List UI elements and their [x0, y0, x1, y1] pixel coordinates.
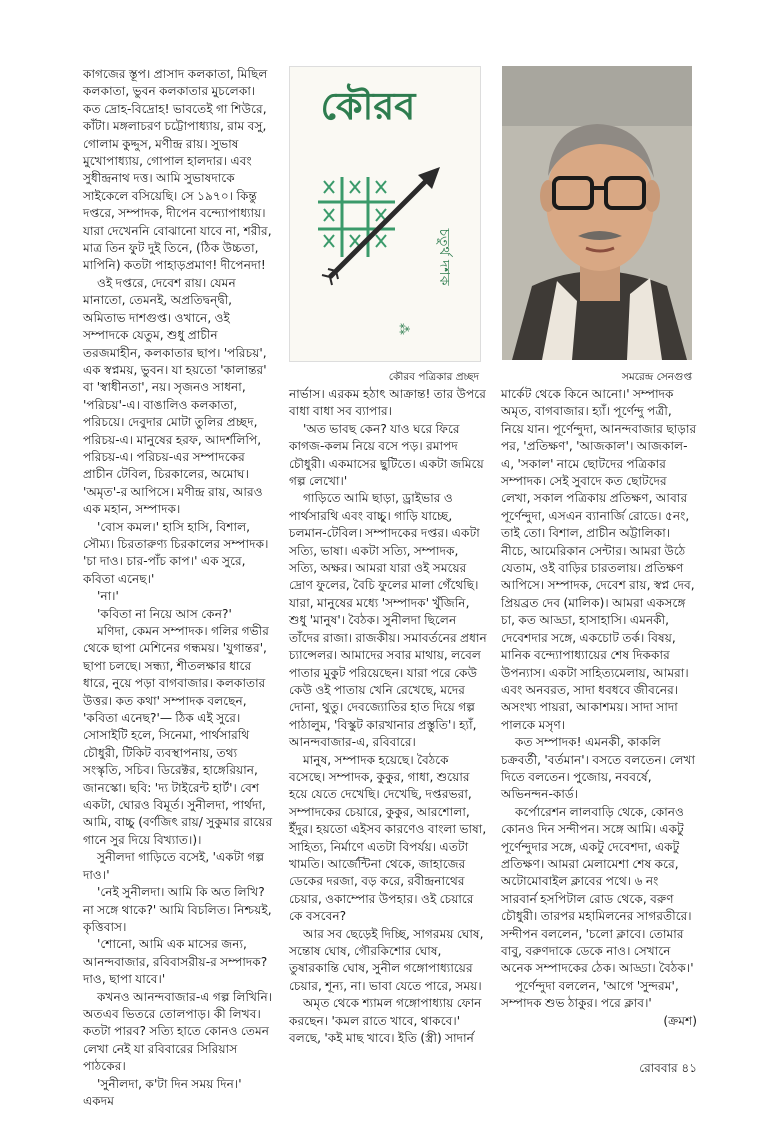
paragraph: কাগজের স্তূপ। প্রাসাদ কলকাতা, মিছিল কলকাতা, ভুবন কলকাতার মুচলেকা। কত দ্রোহ-বিদ্রোহ! ভাবতেই গা শিউরে, কাঁটা। মঙ্গলাচরণ চট্টোপাধ্যায়, রাম বসু, গোলাম কুদ্দুস, মণীন্দ্র রায়। সুভাষ মুখোপাধ্যায়, গোপাল হালদার। এবং সুধীন্দ্রনাথ দত্ত। আমি সুভাষদাকে সাইকেলে বসিয়েছি। সে ১৯৭০। কিন্তু দপ্তরে, সম্পাদক, দীপেন বন্দ্যোপাধ্যায়। যারা দেখেননি বোঝানো যাবে না, শরীর, মাত্র তিন ফুট দুই তিনে, (ঠিক উচ্চতা, মাপিনি) কতটা পাহাড়প্রমাণ! দীপেনদা!: [83, 67, 272, 273]
paragraph: অমৃত থেকে শ্যামল গঙ্গোপাধ্যায় ফোন করছেন। 'কমল রাতে খাবে, থাকবে।' বলছে, 'কই মাছ খাবে। ইতি (স্ত্রী) সাদার্ন: [289, 996, 482, 1046]
paragraph: নার্ভাস। এরকম হঠাৎ আক্রান্ত! তার উপরে বাধা বাধা সব ব্যাপার।: [289, 387, 486, 419]
paragraph: 'সুনীলদা, ক'টা দিন সময় দিন।' একদম: [83, 1076, 242, 1108]
cross-marks: [324, 181, 386, 247]
cover-illustration: [290, 67, 480, 361]
paragraph: সুনীলদা গাড়িতে বসেই, 'একটা গল্প দাও।': [83, 850, 265, 882]
article-column-2: [289, 386, 487, 1047]
portrait-caption: সমরেন্দ্র সেনগুপ্ত: [622, 371, 692, 383]
paragraph: কর্পোরেশন লালবাড়ি থেকে, কোনও কোনও দিন সন্দীপন। সঙ্গে আমি। একটু পূর্ণেন্দুদার সঙ্গে, একটু দেবেশদা, একটু প্রতিক্ষণ। আমরা মেলামেশা শেষ করে, অটোমোবাইল ক্লাবের পথে। ৬ নং সারবার্ন হসপিটাল রোড থেকে, বরুণ চৌধুরী। তারপর মহামিলনের সাগরতীরে। সন্দীপন বললেন, 'চলো ক্লাবে। তোমার বাবু, বরুণদাকে ডেকে নাও। সেখানে অনেক সম্পাদকের ঠেক। আড্ডা। বৈঠক।': [501, 804, 694, 976]
portrait-photo: [502, 66, 692, 360]
paragraph: 'শোনো, আমি এক মাসের জন্য, আনন্দবাজার, রবিবাসরীয়-র সম্পাদক? দাও, ছাপা যাবে।': [83, 937, 268, 987]
cover-caption: কৌরব পত্রিকার প্রচ্ছদ: [388, 371, 479, 383]
portrait-illustration: [502, 66, 692, 360]
paragraph: মণিদা, কেমন সম্পাদক। গলির গভীর থেকে ছাপা মেশিনের গন্ধময়। 'যুগান্তর', ছাপা চলছে। সন্ধ্যা, শীতলক্ষার ধারে ধারে, নুয়ে পড়া বাগবাজার। কলকাতার উত্তর। কত কথা' সম্পাদক বলছেন, 'কবিতা এনেছ?'— ঠিক এই সুরে। সোসাইটি হলে, সিনেমা, পার্থসারথি চৌধুরী, টিকিট ব্যবস্থাপনায়, তথ্য সংস্কৃতি, সচিব। ডিরেক্টর, হাঙ্গেরিয়ান, জানস্কো। ছবি: 'দ্য টাইরেন্ট হার্ট'। বেশ একটা, ঘোরও বিমূর্ত। সুনীলদা, পার্থদা, আমি, বাচ্চু (বর্ণজিৎ রায়/ সুকুমার রায়ের গানে সুর দিয়ে বিখ্যাত।)।: [83, 624, 273, 847]
arrow-icon: [322, 167, 440, 285]
paragraph: 'না।': [97, 589, 119, 604]
paragraph: কখনও আনন্দবাজার-এ গল্প লিখিনি। অতএব ভিতরে তোলপাড়। কী লিখব। কতটা পারব? সত্যি হাতে কোনও তেমন লেখা নেই যা রবিবারের সিরিয়াস পাঠকের।: [83, 989, 273, 1074]
magazine-cover-image: [289, 66, 481, 362]
paragraph: আর সব ছেড়েই দিচ্ছি, সাগরময় ঘোষ, সন্তোষ ঘোষ, গৌরকিশোর ঘোষ, তুষারকান্তি ঘোষ, সুনীল গঙ্গোপাধ্যায়ের চেয়ার, শূন্য, না। ভাবা যেতে পারে, সময়।: [289, 926, 484, 993]
paragraph: কত সম্পাদক! এমনকী, কাকলি চক্রবর্তী, 'বর্তমান'। বসতে বলতেন। লেখা দিতে বলতেন। পুজোয়, নববর্ষে, অভিনন্দন-কার্ড।: [501, 735, 696, 802]
paragraph: ওই দপ্তরে, দেবেশ রায়। যেমন মানাতো, তেমনই, অপ্রতিদ্বন্দ্বী, অমিতাভ দাশগুপ্ত। ওখানে, ওই সম্পাদকে যেতুম, শুধু প্রাচীন তরজমাহীন, কলকাতার ছাপ। 'পরিচয়', এক স্বপ্নময়, ভুবন। যা হয়তো 'কালান্তর' বা 'স্বাধীনতা', নয়। সৃজনও সাধনা, 'পরিচয়'-এ। বাঙালিও কলকাতা, পরিচয়ে। দেবুদার মোটা তুলির প্রচ্ছদ, পরিচয়-এ। মানুষের হরফ, আদর্শলিপি, পরিচয়-এ। পরিচয়-এর সম্পাদকের প্রাচীন টেবিল, চিরকালের, অমোঘ। 'অমৃত'-র আপিসে। মণীন্দ্র রায়, আরও এক মহান, সম্পাদক।: [83, 275, 267, 517]
to-be-continued: (ক্রমশ): [663, 1013, 697, 1028]
paragraph: মানুষ, সম্পাদক হয়েছে। বৈঠকে বসেছে। সম্পাদক, কুকুর, গাধা, শুয়োর হয়ে যেতে দেখেছি। দেখেছি, দপ্তরভরা, সম্পাদকের চেয়ারে, কুকুর, আরশোলা, ইঁদুর। হয়তো এইসব কারণেও বাংলা ভাষা, সাহিত্য, নির্মাণে এতটা বিপর্যয়। এতটা খামতি। আর্জেন্টিনা থেকে, জাহাজের ডেকের দরজা, বড় করে, রবীন্দ্রনাথের চেয়ার, ওকাম্পোর উপহার। ওই চেয়ারে কে বসবেন?: [289, 752, 487, 924]
page-footer-folio: রোববার ৪১: [639, 1061, 697, 1075]
cover-vertical-text: চতুর্থ দশক: [436, 228, 452, 286]
article-column-1: [83, 66, 273, 1110]
cover-title: কৌরব: [320, 83, 416, 128]
article-column-3: [501, 386, 697, 1030]
paragraph: মার্কেট থেকে কিনে আনো।' সম্পাদক অমৃত, বাগবাজার। হ্যাঁ। পূর্ণেন্দু পত্রী, নিয়ে যান। পূর্ণেন্দুদা, আনন্দবাজার ছাড়ার পর, 'প্রতিক্ষণ', 'আজকাল'। আজকাল-এ, 'সকাল' নামে ছোটদের পত্রিকার সম্পাদক। সেই সুবাদে কত ছোটদের লেখা, সকাল পত্রিকায় প্রতিক্ষণ, আবার পূর্ণেন্দুদা, এসএন ব্যানার্জি রোডে। ৫নং, তাই তো। বিশাল, প্রাচীন অট্টালিকা। নীচে, আমেরিকান সেন্টার। আমরা উঠে যেতাম, ওই বাড়ির চারতলায়। প্রতিক্ষণ আপিসে। সম্পাদক, দেবেশ রায়, স্বপ্ন দেব, প্রিয়ব্রত দেব (মালিক)। আমরা একসঙ্গে চা, কত আড্ডা, হাসাহাসি। এমনকী, দেবেশদার সঙ্গে, একচোট তর্ক। বিষয়, মানিক বন্দ্যোপাধ্যায়ের শেষ দিককার উপন্যাস। একটা সাহিত্যমেলায়, আমরা। এবং অনবরত, সাদা ধবধবে জীবনের। অসংখ্য পায়রা, আকাশময়। সাদা সাদা পালকে মসৃণ।: [501, 387, 697, 732]
paragraph: 'নেই সুনীলদা। আমি কি অত লিখি? না সঙ্গে থাকে?' আমি বিচলিত। নিশ্চয়ই, কৃত্তিবাস।: [83, 885, 272, 934]
cover-small-mark: ⁂: [397, 323, 411, 335]
paragraph: পূর্ণেন্দুদা বললেন, 'আগে 'সুন্দরম', সম্পাদক শুভ ঠাকুর। পরে ক্লাব।': [501, 978, 679, 1011]
paragraph: 'বোস কমল।' হাসি হাসি, বিশাল, সৌম্য। চিরতারুণ্য চিরকালের সম্পাদক। 'চা দাও। চার-পাঁচ কাপ।' এক সুরে, কবিতা এনেছ।': [83, 519, 269, 586]
paragraph: গাড়িতে আমি ছাড়া, ড্রাইভার ও পার্থসারথি এবং বাচ্চু। গাড়ি যাচ্ছে, চলমান-টেবিল। সম্পাদকের দপ্তর। একটা সত্যি, ভাষা। একটা সত্যি, সম্পাদক, সত্যি, অক্ষর। আমরা যারা ওই সময়ের দ্রোণ ফুলের, বৈচি ফুলের মালা গেঁথেছি। যারা, মানুষের মধ্যে 'সম্পাদক' খুঁজিনি, শুধু 'মানুষ'। বৈঠক। সুনীলদা ছিলেন তাঁদের রাজা। রাজকীয়। সমাবর্তনের প্রধান চ্যান্সেলর। আমাদের সবার মাথায়, লবেল পাতার মুকুট পরিয়েছেন। যারা পরে কেউ কেউ ওই পাতায় খেনি রেখেছে, মদের দোনা, থুতু। দেবজ্যোতির হাত দিয়ে গল্প পাঠালুম, 'বিস্কুট কারখানার প্রস্তুতি'। হ্যাঁ, আনন্দবাজার-এ, রবিবারে।: [289, 491, 487, 750]
paragraph: 'কবিতা না নিয়ে আস কেন?': [97, 606, 232, 621]
paragraph: 'অত ভাবছ কেন? যাও ঘরে ফিরে কাগজ-কলম নিয়ে বসে পড়। রমাপদ চৌধুরী। একমাসের ছুটিতে। একটা জমিয়ে গল্প লেখো।': [289, 421, 484, 489]
